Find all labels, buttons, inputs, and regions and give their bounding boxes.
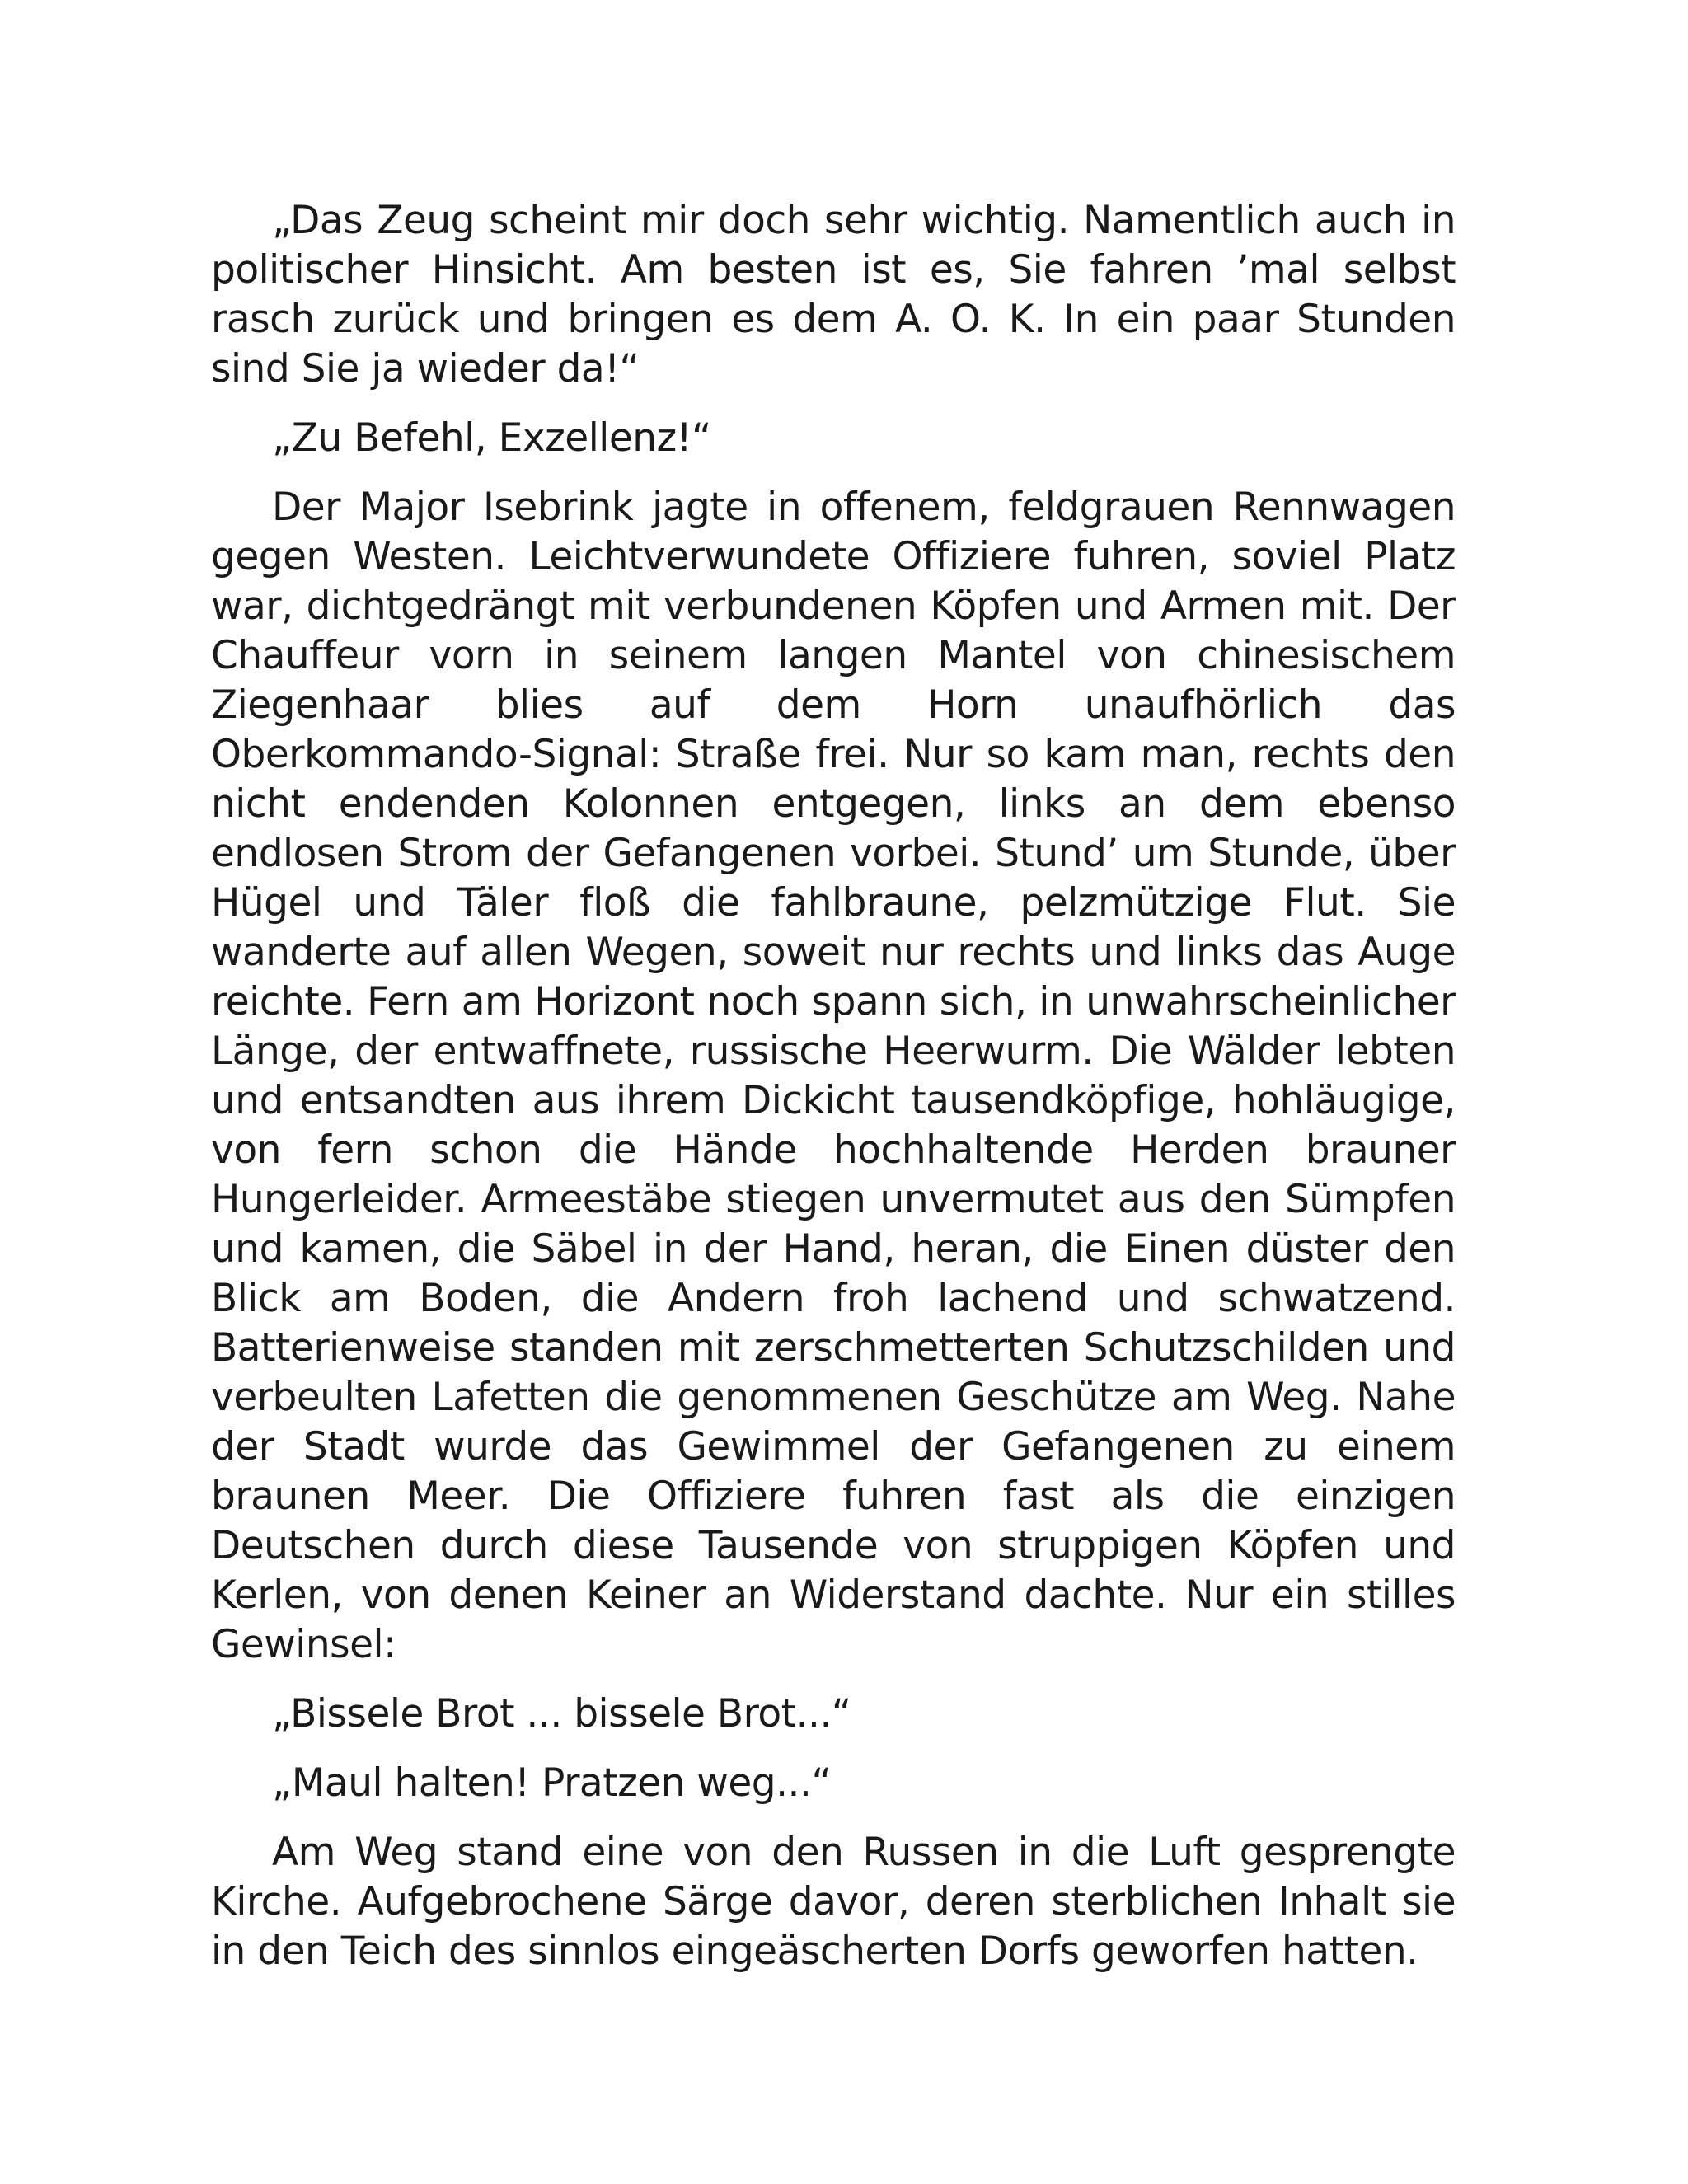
paragraph-2: „Zu Befehl, Exzellenz!“ [272,415,711,461]
paragraph-3: Der Major Isebrink jagte in offenem, feldgrauen Rennwagen gegen Westen. Leichtverwundete Offiziere fuhren, soviel Platz war, dichtgedrängt mit verbundenen Köpfen und Armen mit. Der Chauffeur vorn in seinem langen Mantel von chinesischem Ziegenhaar blies auf dem Horn unaufhörlich das Oberkommando-Signal: Straße frei. Nur so kam man, rechts den nicht endenden Kolonnen entgegen, links an dem ebenso endlosen Strom der Gefangenen vorbei. Stund’ um Stunde, über Hügel und Täler floß die fahlbraune, pelzmützige Flut. Sie wanderte auf allen Wegen, soweit nur rechts und links das Auge reichte. Fern am Horizont noch spann sich, in unwahrscheinlicher Länge, der entwaffnete, russische Heerwurm. Die Wälder lebten und entsandten aus ihrem Dickicht tausendköpfige, hohläugige, von fern schon die Hände hochhaltende Herden brauner Hungerleider. Armeestäbe stiegen unvermutet aus den Sümpfen und kamen, die Säbel in der Hand, heran, die Einen düster den Blick am Boden, die Andern froh lachend und schwatzend. Batterienweise standen mit zerschmetterten Schutzschilden und verbeulten Lafetten die genommenen Geschütze am Weg. Nahe der Stadt wurde das Gewimmel der Gefangenen zu einem braunen Meer. Die Offiziere fuhren fast als die einzigen Deutschen durch diese Tausende von struppigen Köpfen und Kerlen, von denen Keiner an Widerstand dachte. Nur ein stilles Gewinsel: [211,485,1456,1667]
paragraph-1: „Das Zeug scheint mir doch sehr wichtig. Namentlich auch in politischer Hinsicht. Am besten ist es, Sie fahren ’mal selbst rasch zurück und bringen es dem A. O. K. In ein paar Stunden sind Sie ja wieder da!“ [211,198,1456,391]
paragraph-5: „Maul halten! Pratzen weg...“ [272,1760,832,1806]
body-text [211,196,1456,1976]
paragraph-4: „Bissele Brot ... bissele Brot...“ [272,1691,851,1736]
paragraph-6: Am Weg stand eine von den Russen in die Luft gesprengte Kirche. Aufgebrochene Särge davor, deren sterblichen Inhalt sie in den Teich des sinnlos eingeäscherten Dorfs geworfen hatten. [211,1830,1456,1974]
